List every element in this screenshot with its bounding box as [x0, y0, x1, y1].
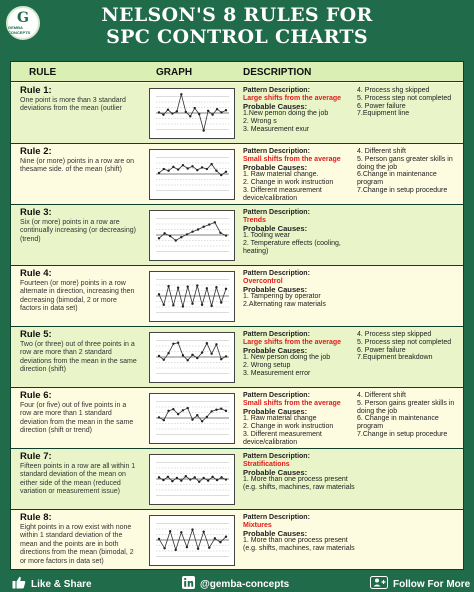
data-point	[180, 479, 182, 481]
data-point	[191, 231, 193, 233]
cause-item: 4. Different shift	[357, 392, 406, 399]
data-point	[225, 478, 227, 480]
follow-for-more[interactable]	[370, 576, 470, 592]
data-point	[167, 109, 169, 111]
cause-item: 1. Tooling wear	[243, 232, 290, 240]
data-point	[216, 479, 218, 481]
data-point	[182, 305, 184, 307]
cause-item: 5. Person gans greater skills in doing the job	[357, 155, 453, 171]
cause-item: 7.Equipment breakdown	[357, 354, 433, 362]
linkedin-icon	[182, 576, 195, 592]
data-point	[196, 357, 198, 359]
cause-item: 7.Change in setup procedure	[357, 186, 448, 194]
cause-item: 1. Raw material change.	[243, 171, 319, 179]
data-point	[202, 477, 204, 479]
control-chart-thumbnail	[149, 149, 235, 200]
data-point	[158, 416, 160, 418]
extra-causes-cell	[357, 148, 461, 195]
footer	[0, 572, 474, 592]
data-point	[185, 475, 187, 477]
cause-item: 6. Change in maintenance program	[357, 415, 439, 431]
data-point	[172, 343, 174, 345]
data-point	[214, 537, 216, 539]
cause-item: 5. Process step not completed	[357, 338, 452, 346]
probable-causes-label: Probable Causes:	[243, 162, 308, 172]
data-point	[202, 129, 204, 131]
rule-cell	[20, 270, 138, 314]
data-point	[197, 548, 199, 550]
cause-item: 7.Equipment line	[357, 110, 410, 118]
data-point	[158, 355, 160, 357]
data-point	[158, 172, 160, 174]
cause-item: 6.Change in maintenance program	[357, 171, 437, 187]
data-point	[182, 409, 184, 411]
data-point	[191, 165, 193, 167]
cause-item: 2. Wrong s	[243, 118, 277, 126]
data-point	[182, 354, 184, 356]
data-point	[169, 235, 171, 237]
thumbs-up-icon	[12, 576, 26, 592]
rule-text: Nine (or more) points in a row are on thesame side. of the mean (shift)	[20, 157, 134, 174]
cause-item: 6. Power failure	[357, 102, 406, 110]
rule-title: Rule 8:	[20, 512, 52, 523]
data-point	[162, 113, 164, 115]
rule-cell	[20, 514, 138, 567]
linkedin-label: @gemba-concepts	[200, 578, 290, 590]
data-point	[167, 352, 169, 354]
data-point	[196, 284, 198, 286]
probable-causes-label: Probable Causes:	[243, 101, 308, 111]
rule-row	[11, 388, 463, 449]
data-point	[171, 112, 173, 114]
data-point	[214, 221, 216, 223]
data-point	[177, 413, 179, 415]
probable-causes-label: Probable Causes:	[243, 223, 308, 233]
data-point	[206, 287, 208, 289]
data-point	[167, 170, 169, 172]
data-point	[211, 476, 213, 478]
data-point	[215, 286, 217, 288]
data-point	[180, 93, 182, 95]
data-point	[210, 163, 212, 165]
mini-chart	[150, 211, 233, 259]
pattern-name: Large shifts from the average	[243, 338, 342, 346]
data-point	[225, 355, 227, 357]
pattern-name: Large shifts from the average	[243, 94, 342, 102]
cause-item: 1. New person doing the job	[243, 354, 331, 362]
data-point	[167, 476, 169, 478]
logo-mark: G	[17, 10, 29, 26]
cause-item: 3. Different measurement device/calibration	[243, 186, 322, 202]
data-point	[210, 305, 212, 307]
rule-text: Fifteen points in a row are all within 1 standard deviation of the mean on either side of the mean (reduced variation or measurement issue)	[20, 462, 136, 496]
rule-row	[11, 510, 463, 571]
probable-causes-label: Probable Causes:	[243, 345, 308, 355]
pattern-description-label: Pattern Description:	[243, 392, 310, 399]
control-chart-thumbnail	[149, 332, 235, 383]
data-point	[215, 170, 217, 172]
data-point	[182, 164, 184, 166]
data-point	[225, 109, 227, 111]
mini-chart	[150, 394, 233, 442]
data-point	[198, 113, 200, 115]
mini-chart	[150, 333, 233, 381]
description-cell	[243, 331, 355, 378]
data-point	[225, 234, 227, 236]
header-graph: GRAPH	[156, 67, 193, 78]
description-cell	[243, 87, 355, 134]
rule-title: Rule 5:	[20, 329, 52, 340]
extra-causes-cell	[357, 392, 461, 439]
header-rule: RULE	[29, 67, 57, 78]
rule-title: Rule 2:	[20, 146, 52, 157]
probable-causes-label: Probable Causes:	[243, 406, 308, 416]
data-point	[220, 174, 222, 176]
linkedin-handle[interactable]	[182, 576, 289, 592]
cause-item: 4. Process shg skipped	[357, 87, 430, 94]
pattern-description-label: Pattern Description:	[243, 331, 310, 338]
cause-item: 7.Change in setup procedure	[357, 430, 448, 438]
data-point	[201, 351, 203, 353]
cause-item: 5. Person gains greater skills in doing the job	[357, 399, 455, 415]
data-point	[186, 233, 188, 235]
data-point	[211, 113, 213, 115]
data-point	[187, 407, 189, 409]
cause-item: 1. More than one process present (e.g. shifts, machines, raw materials	[243, 476, 355, 492]
follow-label: Follow For More	[393, 578, 471, 590]
pattern-name: Small shifts from the average	[243, 399, 341, 407]
data-point	[189, 478, 191, 480]
data-point	[225, 536, 227, 538]
data-point	[189, 115, 191, 117]
cause-item: 1. Raw material change	[243, 415, 317, 423]
cause-item: 2. Change in work instruction	[243, 423, 334, 431]
data-point	[225, 288, 227, 290]
data-point	[177, 287, 179, 289]
rule-cell	[20, 209, 138, 244]
data-point	[176, 110, 178, 112]
data-point	[177, 342, 179, 344]
cause-item: 5. Process step not completed	[357, 94, 452, 102]
control-chart-thumbnail	[149, 393, 235, 444]
data-point	[158, 237, 160, 239]
rule-title: Rule 6:	[20, 390, 52, 401]
rule-row	[11, 266, 463, 327]
rule-text: Eight points in a row exist with none within 1 standard deviation of the mean and the points are in both directions from the mean (bimodal, 2 or more factors in data set)	[20, 523, 134, 565]
data-point	[220, 358, 222, 360]
data-point	[185, 111, 187, 113]
description-cell	[243, 514, 355, 553]
data-point	[175, 239, 177, 241]
data-point	[220, 476, 222, 478]
data-point	[201, 166, 203, 168]
data-point	[163, 168, 165, 170]
table-header	[11, 62, 463, 82]
cause-item: 3. Measurement error	[243, 369, 311, 377]
pattern-description-label: Pattern Description:	[243, 453, 310, 460]
data-point	[198, 481, 200, 483]
rule-cell	[20, 331, 138, 375]
pattern-name: Trends	[243, 216, 266, 224]
mini-chart	[150, 89, 233, 137]
data-point	[180, 531, 182, 533]
description-cell	[243, 392, 355, 447]
mini-chart	[150, 516, 233, 564]
data-point	[158, 293, 160, 295]
rule-row	[11, 327, 463, 388]
add-person-icon	[370, 576, 388, 592]
data-point	[191, 303, 193, 305]
data-point	[187, 359, 189, 361]
data-point	[215, 343, 217, 345]
data-point	[216, 108, 218, 110]
pattern-name: Mixtures	[243, 521, 272, 529]
data-point	[180, 236, 182, 238]
data-point	[207, 110, 209, 112]
mini-chart	[150, 150, 233, 198]
header-description: DESCRIPTION	[243, 67, 312, 78]
data-point	[220, 407, 222, 409]
rule-row	[11, 144, 463, 205]
data-point	[196, 414, 198, 416]
cause-item: 2.Alternating raw materials	[243, 301, 326, 309]
pattern-description-label: Pattern Description:	[243, 87, 310, 94]
data-point	[225, 410, 227, 412]
description-cell	[243, 148, 355, 203]
data-point	[172, 166, 174, 168]
description-cell	[243, 209, 355, 256]
pattern-description-label: Pattern Description:	[243, 514, 310, 521]
mini-chart	[150, 455, 233, 503]
logo-text: GEMBA CONCEPTS	[8, 25, 31, 35]
data-point	[163, 359, 165, 361]
cause-item: 4. Different shift	[357, 148, 406, 155]
data-point	[194, 107, 196, 109]
rule-text: Fourteen (or more) points in a row alternate in direction, increasing then decreasing (bimodal, 2 or more factors in data set)	[20, 279, 135, 313]
data-point	[167, 410, 169, 412]
cause-item: 1.New pemon doing the job	[243, 110, 329, 118]
like-share[interactable]	[12, 576, 92, 592]
data-point	[176, 477, 178, 479]
probable-causes-label: Probable Causes:	[243, 467, 308, 477]
data-point	[206, 416, 208, 418]
data-point	[207, 479, 209, 481]
data-point	[194, 476, 196, 478]
cause-item: 3. Different measurement device/calibration	[243, 430, 322, 446]
data-point	[219, 232, 221, 234]
probable-causes-label: Probable Causes:	[243, 528, 308, 538]
rule-row	[11, 205, 463, 266]
data-point	[210, 353, 212, 355]
rule-row	[11, 83, 463, 144]
rules-table	[10, 61, 464, 570]
rule-text: Two (or three) out of three points in a row are more than 2 standard deviations from the mean in the same direction (shift)	[20, 340, 137, 374]
data-point	[186, 546, 188, 548]
rule-cell	[20, 392, 138, 436]
title-line-2: SPC CONTROL CHARTS	[106, 26, 368, 48]
data-point	[158, 476, 160, 478]
like-share-label: Like & Share	[31, 578, 92, 590]
data-point	[163, 547, 165, 549]
description-cell	[243, 453, 355, 492]
data-point	[196, 169, 198, 171]
pattern-name: Overcontrol	[243, 277, 283, 285]
data-point	[202, 226, 204, 228]
control-chart-thumbnail	[149, 210, 235, 261]
cause-item: 3. Measurement exur	[243, 125, 310, 133]
rule-cell	[20, 87, 138, 114]
cause-item: 4. Process step skipped	[357, 331, 432, 338]
data-point	[175, 549, 177, 551]
series-line	[159, 94, 226, 130]
data-point	[206, 168, 208, 170]
pattern-name: Small shifts from the average	[243, 155, 341, 163]
data-point	[220, 111, 222, 113]
data-point	[201, 304, 203, 306]
data-point	[201, 420, 203, 422]
data-point	[191, 528, 193, 530]
mini-chart	[150, 272, 233, 320]
pattern-description-label: Pattern Description:	[243, 148, 310, 155]
rule-text: Four (or five) out of five points in a row are more than 1 standard deviation from the mean in the same direction (shift or trend)	[20, 401, 134, 435]
data-point	[172, 408, 174, 410]
rule-title: Rule 7:	[20, 451, 52, 462]
data-point	[191, 418, 193, 420]
data-point	[163, 419, 165, 421]
rule-text: Six (or more) points in a row are continually increasing (or decreasing) (trend)	[20, 218, 136, 243]
pattern-description-label: Pattern Description:	[243, 270, 310, 277]
data-point	[169, 530, 171, 532]
data-point	[215, 409, 217, 411]
control-chart-thumbnail	[149, 88, 235, 139]
data-point	[202, 531, 204, 533]
rule-title: Rule 1:	[20, 85, 52, 96]
cause-item: 1. Tampering by operator	[243, 293, 321, 301]
data-point	[219, 541, 221, 543]
title-line-1: NELSON'S 8 RULES FOR	[101, 4, 373, 26]
rule-row	[11, 449, 463, 510]
cause-item: 2. Temperature effects (cooling, heating)	[243, 240, 341, 255]
data-point	[191, 354, 193, 356]
probable-causes-label: Probable Causes:	[243, 284, 308, 294]
control-chart-thumbnail	[149, 271, 235, 322]
extra-causes-cell	[357, 331, 461, 362]
cause-item: 1. More than one process present (e.g. shifts, machines, raw materials	[243, 537, 355, 553]
cause-item: 6. Power failure	[357, 346, 406, 354]
extra-causes-cell	[357, 87, 461, 118]
rule-cell	[20, 453, 138, 497]
data-point	[177, 168, 179, 170]
data-point	[225, 171, 227, 173]
control-chart-thumbnail	[149, 454, 235, 505]
rule-title: Rule 3:	[20, 207, 52, 218]
data-point	[208, 547, 210, 549]
data-point	[158, 538, 160, 540]
page-title	[0, 4, 474, 48]
data-point	[162, 479, 164, 481]
cause-item: 2. Change in work instruction	[243, 179, 334, 187]
data-point	[163, 232, 165, 234]
rule-text: One point is more than 3 standard deviations from the mean (outlier	[20, 96, 126, 113]
pattern-name: Stratifications	[243, 460, 290, 468]
data-point	[197, 228, 199, 230]
data-point	[208, 223, 210, 225]
data-point	[187, 285, 189, 287]
description-cell	[243, 270, 355, 309]
data-point	[187, 167, 189, 169]
rule-cell	[20, 148, 138, 175]
data-point	[158, 111, 160, 113]
rule-title: Rule 4:	[20, 268, 52, 279]
data-point	[163, 304, 165, 306]
data-point	[210, 410, 212, 412]
data-point	[220, 301, 222, 303]
data-point	[171, 480, 173, 482]
data-point	[172, 304, 174, 306]
pattern-description-label: Pattern Description:	[243, 209, 310, 216]
cause-item: 2. Wrong setup	[243, 362, 291, 370]
data-point	[167, 285, 169, 287]
data-point	[206, 342, 208, 344]
control-chart-thumbnail	[149, 515, 235, 566]
